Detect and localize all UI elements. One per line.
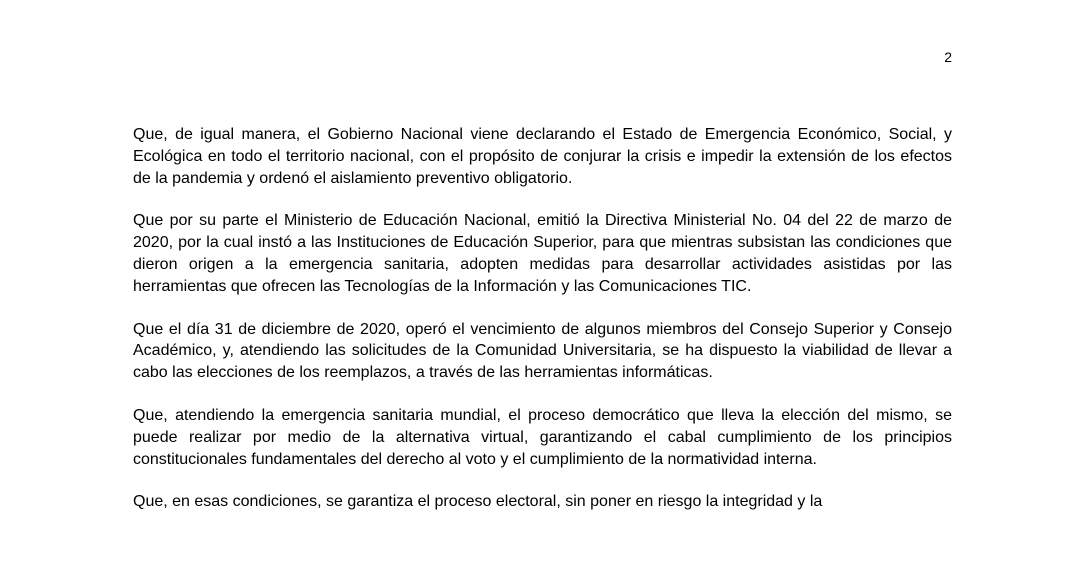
paragraph-council-members-expiry: Que el día 31 de diciembre de 2020, operó el vencimiento de algunos miembros del Consejo Superior y Consejo Académico, y, atendiendo las solicitudes de la Comunidad Universitaria, se ha dispuesto la viabilidad de llevar a cabo las elecciones de los reemplazos, a través de las herramientas informáticas.	[133, 320, 952, 382]
paragraph-ministerial-directive: Que por su parte el Ministerio de Educación Nacional, emitió la Directiva Ministerial No. 04 del 22 de marzo de 2020, por la cual instó a las Instituciones de Educación Superior, para que mientras subsistan las condiciones que dieron origen a la emergencia sanitaria, adopten medidas para desarrollar actividades asistidas por las herramientas que ofrecen las Tecnologías de la Información y las Comunicaciones TIC.	[133, 212, 952, 295]
page-number: 2	[944, 49, 952, 65]
paragraph-electoral-process: Que, en esas condiciones, se garantiza el proceso electoral, sin poner en riesgo la integridad y la	[133, 493, 823, 511]
document-body	[133, 124, 952, 534]
paragraph-emergency-declaration: Que, de igual manera, el Gobierno Nacional viene declarando el Estado de Emergencia Económico, Social, y Ecológica en todo el territorio nacional, con el propósito de conjurar la crisis e impedir la extensión de los efectos de la pandemia y ordenó el aislamiento preventivo obligatorio.	[133, 126, 952, 187]
paragraph-virtual-election: Que, atendiendo la emergencia sanitaria mundial, el proceso democrático que lleva la elección del mismo, se puede realizar por medio de la alternativa virtual, garantizando el cabal cumplimiento de los principios constitucionales fundamentales del derecho al voto y el cumplimiento de la normatividad interna.	[133, 406, 952, 468]
